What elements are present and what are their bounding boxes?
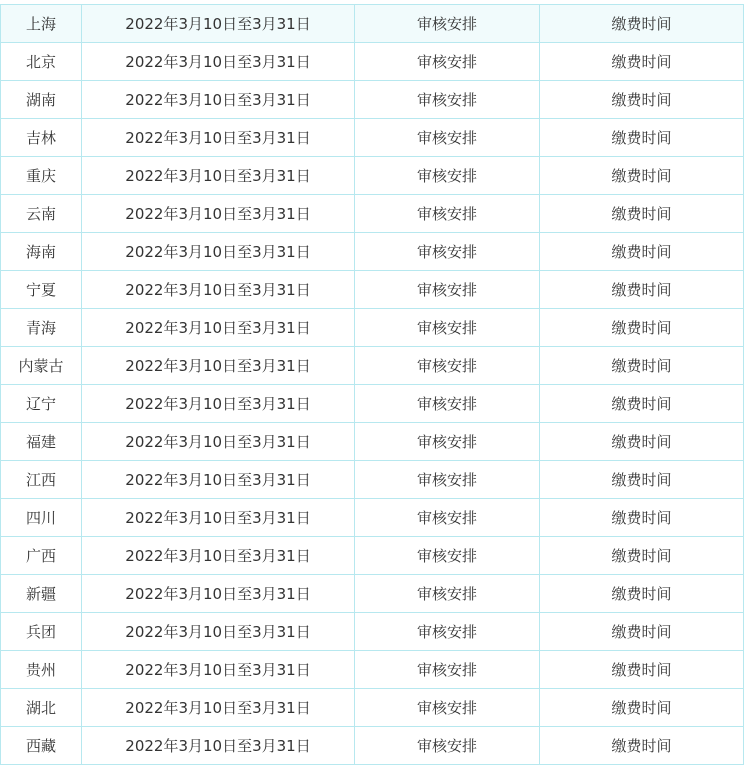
- payment-cell: 缴费时间: [540, 271, 744, 309]
- review-cell: 审核安排: [355, 499, 540, 537]
- date-range-cell: 2022年3月10日至3月31日: [82, 727, 355, 765]
- table-row: [1, 727, 744, 765]
- review-cell: 审核安排: [355, 461, 540, 499]
- review-cell: 审核安排: [355, 81, 540, 119]
- region-cell: 湖南: [1, 81, 82, 119]
- table-row: [1, 271, 744, 309]
- review-cell: 审核安排: [355, 195, 540, 233]
- region-cell: 江西: [1, 461, 82, 499]
- region-cell: 海南: [1, 233, 82, 271]
- table-row: [1, 385, 744, 423]
- date-range-cell: 2022年3月10日至3月31日: [82, 119, 355, 157]
- table-row: [1, 423, 744, 461]
- date-range-cell: 2022年3月10日至3月31日: [82, 81, 355, 119]
- date-range-cell: 2022年3月10日至3月31日: [82, 613, 355, 651]
- date-range-cell: 2022年3月10日至3月31日: [82, 537, 355, 575]
- table-row: [1, 5, 744, 43]
- payment-cell: 缴费时间: [540, 575, 744, 613]
- review-cell: 审核安排: [355, 5, 540, 43]
- table-row: [1, 309, 744, 347]
- payment-cell: 缴费时间: [540, 385, 744, 423]
- region-cell: 云南: [1, 195, 82, 233]
- date-range-cell: 2022年3月10日至3月31日: [82, 271, 355, 309]
- date-range-cell: 2022年3月10日至3月31日: [82, 423, 355, 461]
- table-row: [1, 461, 744, 499]
- review-cell: 审核安排: [355, 309, 540, 347]
- payment-cell: 缴费时间: [540, 651, 744, 689]
- review-cell: 审核安排: [355, 119, 540, 157]
- review-cell: 审核安排: [355, 727, 540, 765]
- region-cell: 内蒙古: [1, 347, 82, 385]
- table-row: [1, 499, 744, 537]
- payment-cell: 缴费时间: [540, 5, 744, 43]
- date-range-cell: 2022年3月10日至3月31日: [82, 233, 355, 271]
- schedule-table-body: [1, 5, 744, 765]
- table-row: [1, 613, 744, 651]
- region-cell: 兵团: [1, 613, 82, 651]
- region-cell: 福建: [1, 423, 82, 461]
- region-cell: 青海: [1, 309, 82, 347]
- payment-cell: 缴费时间: [540, 499, 744, 537]
- date-range-cell: 2022年3月10日至3月31日: [82, 309, 355, 347]
- date-range-cell: 2022年3月10日至3月31日: [82, 195, 355, 233]
- review-cell: 审核安排: [355, 423, 540, 461]
- region-cell: 北京: [1, 43, 82, 81]
- region-cell: 广西: [1, 537, 82, 575]
- date-range-cell: 2022年3月10日至3月31日: [82, 575, 355, 613]
- region-cell: 新疆: [1, 575, 82, 613]
- review-cell: 审核安排: [355, 43, 540, 81]
- review-cell: 审核安排: [355, 613, 540, 651]
- date-range-cell: 2022年3月10日至3月31日: [82, 651, 355, 689]
- region-cell: 宁夏: [1, 271, 82, 309]
- region-cell: 西藏: [1, 727, 82, 765]
- date-range-cell: 2022年3月10日至3月31日: [82, 385, 355, 423]
- table-row: [1, 119, 744, 157]
- review-cell: 审核安排: [355, 575, 540, 613]
- region-cell: 湖北: [1, 689, 82, 727]
- region-cell: 上海: [1, 5, 82, 43]
- review-cell: 审核安排: [355, 233, 540, 271]
- table-row: [1, 347, 744, 385]
- table-row: [1, 537, 744, 575]
- schedule-table: [0, 4, 744, 765]
- date-range-cell: 2022年3月10日至3月31日: [82, 347, 355, 385]
- payment-cell: 缴费时间: [540, 461, 744, 499]
- payment-cell: 缴费时间: [540, 81, 744, 119]
- payment-cell: 缴费时间: [540, 537, 744, 575]
- payment-cell: 缴费时间: [540, 119, 744, 157]
- review-cell: 审核安排: [355, 271, 540, 309]
- payment-cell: 缴费时间: [540, 43, 744, 81]
- review-cell: 审核安排: [355, 651, 540, 689]
- payment-cell: 缴费时间: [540, 157, 744, 195]
- table-row: [1, 195, 744, 233]
- date-range-cell: 2022年3月10日至3月31日: [82, 43, 355, 81]
- date-range-cell: 2022年3月10日至3月31日: [82, 689, 355, 727]
- table-row: [1, 157, 744, 195]
- table-row: [1, 651, 744, 689]
- region-cell: 辽宁: [1, 385, 82, 423]
- region-cell: 四川: [1, 499, 82, 537]
- date-range-cell: 2022年3月10日至3月31日: [82, 461, 355, 499]
- payment-cell: 缴费时间: [540, 233, 744, 271]
- date-range-cell: 2022年3月10日至3月31日: [82, 5, 355, 43]
- date-range-cell: 2022年3月10日至3月31日: [82, 499, 355, 537]
- region-cell: 贵州: [1, 651, 82, 689]
- table-row: [1, 575, 744, 613]
- payment-cell: 缴费时间: [540, 195, 744, 233]
- review-cell: 审核安排: [355, 347, 540, 385]
- review-cell: 审核安排: [355, 537, 540, 575]
- table-row: [1, 233, 744, 271]
- review-cell: 审核安排: [355, 385, 540, 423]
- payment-cell: 缴费时间: [540, 423, 744, 461]
- table-row: [1, 43, 744, 81]
- payment-cell: 缴费时间: [540, 727, 744, 765]
- region-cell: 吉林: [1, 119, 82, 157]
- payment-cell: 缴费时间: [540, 309, 744, 347]
- region-cell: 重庆: [1, 157, 82, 195]
- review-cell: 审核安排: [355, 689, 540, 727]
- payment-cell: 缴费时间: [540, 689, 744, 727]
- payment-cell: 缴费时间: [540, 613, 744, 651]
- payment-cell: 缴费时间: [540, 347, 744, 385]
- review-cell: 审核安排: [355, 157, 540, 195]
- table-row: [1, 689, 744, 727]
- date-range-cell: 2022年3月10日至3月31日: [82, 157, 355, 195]
- table-row: [1, 81, 744, 119]
